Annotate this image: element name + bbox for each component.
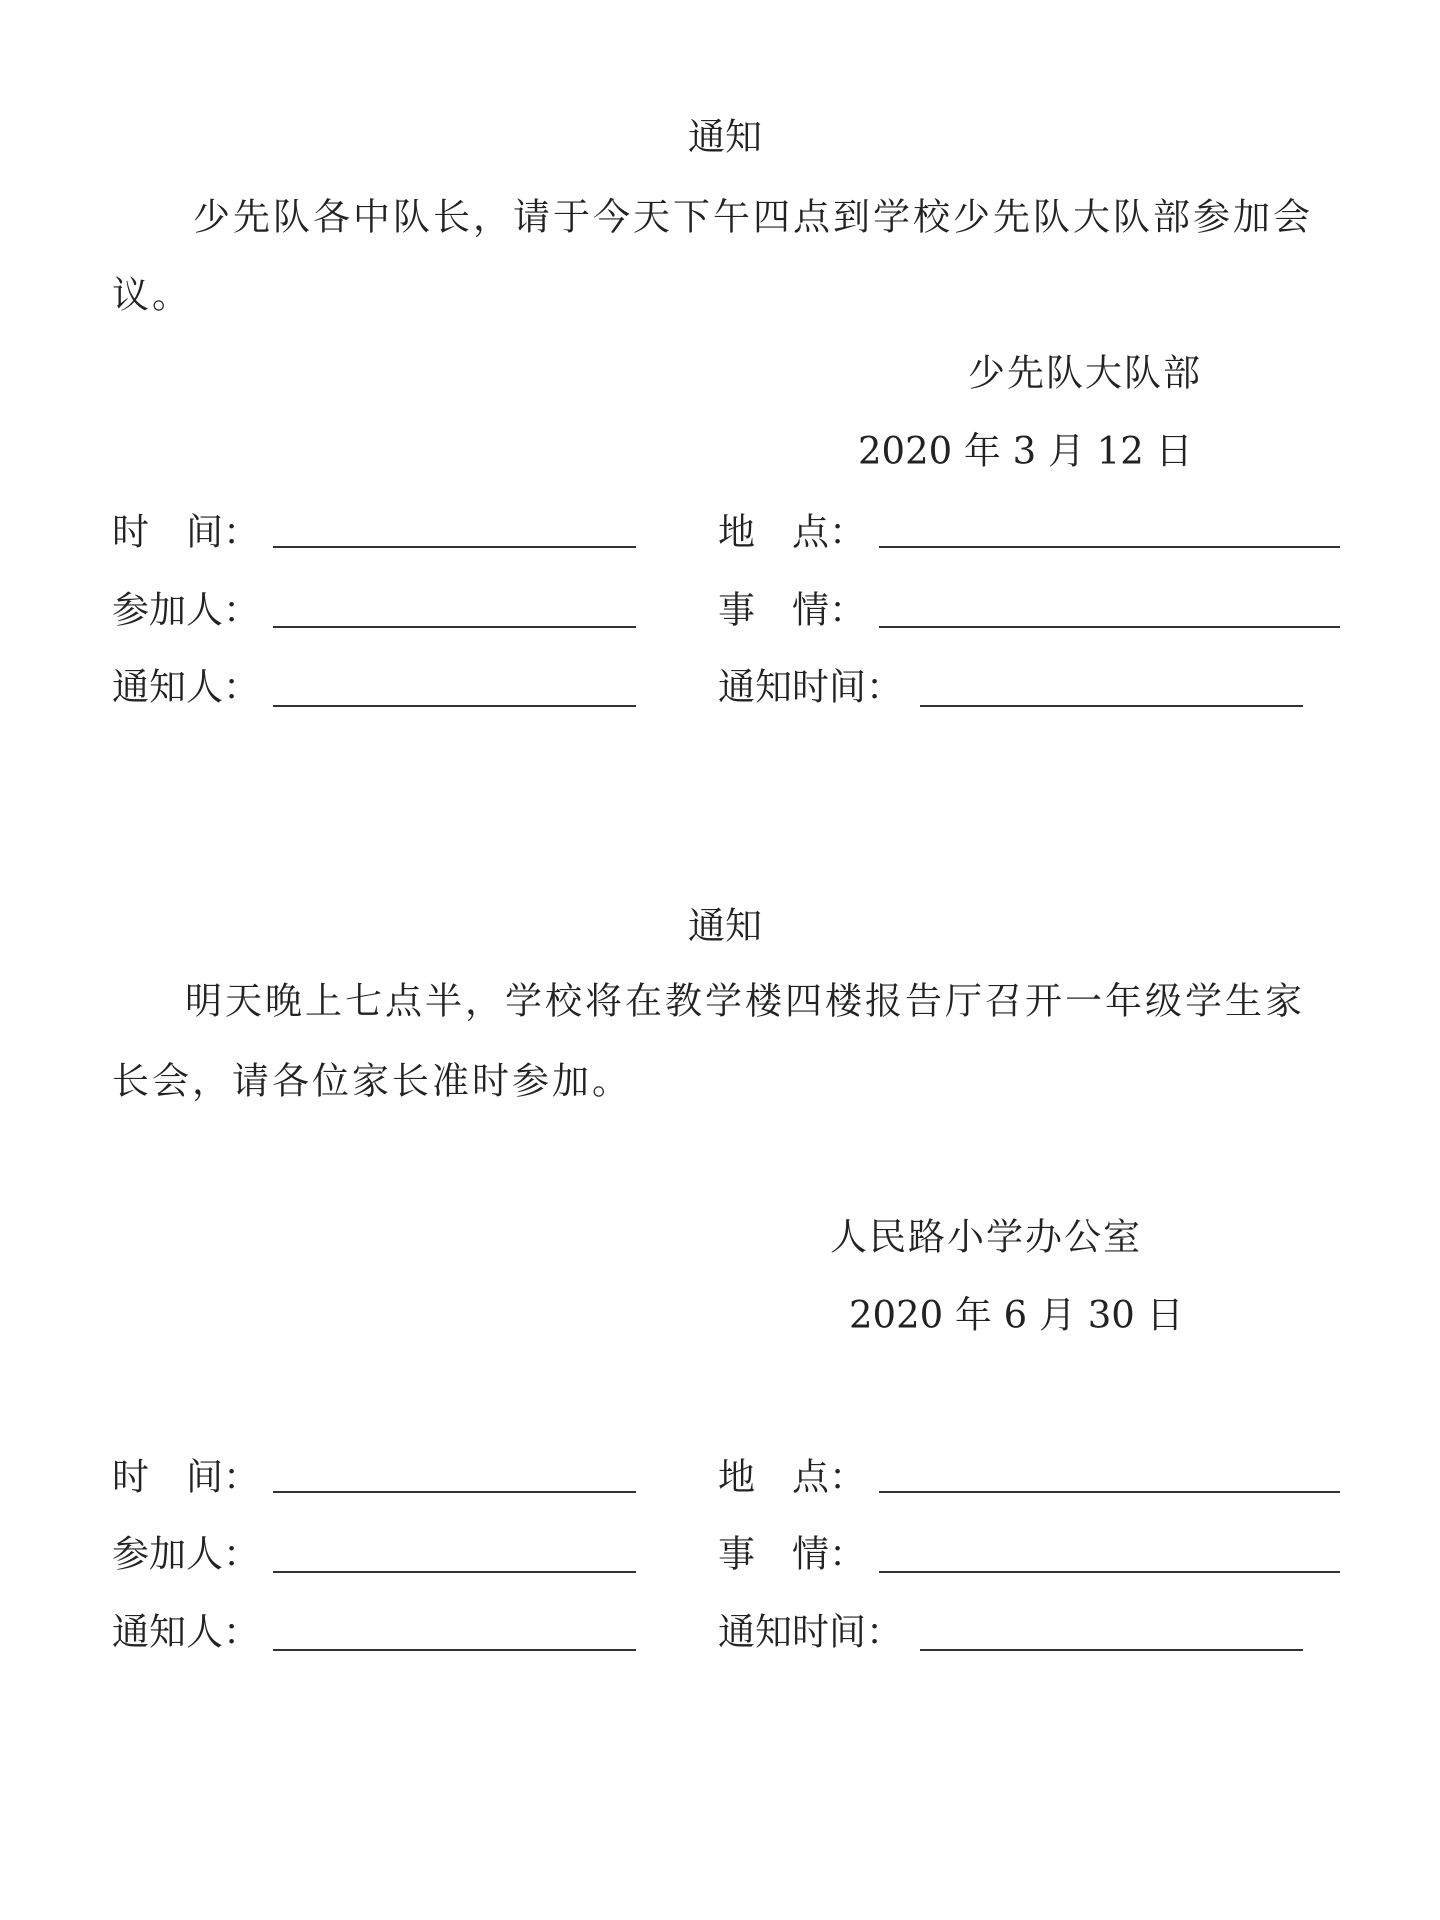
notice-time-label: 通知时间： [718,1610,903,1654]
notifier-field[interactable] [273,705,636,707]
time-label: 时 间： [112,1455,260,1499]
time-field[interactable] [273,546,636,548]
notice-title: 通知 [688,115,762,159]
notice-body-line: 长会，请各位家长准时参加。 [112,1059,632,1103]
notice-signature: 少先队大队部 [968,351,1202,395]
participants-field[interactable] [273,626,636,628]
place-field[interactable] [879,546,1340,548]
notice-date: 2020 年 6 月 30 日 [849,1293,1184,1337]
matter-field[interactable] [879,626,1340,628]
notice-title: 通知 [688,904,762,948]
participants-label: 参加人： [112,1532,260,1576]
place-label: 地 点： [718,1455,866,1499]
notice-date: 2020 年 3 月 12 日 [858,429,1193,473]
notice-time-label: 通知时间： [718,665,903,709]
notice-time-field[interactable] [920,705,1303,707]
participants-label: 参加人： [112,588,260,632]
notifier-field[interactable] [273,1649,636,1651]
notice-body-line: 议。 [112,273,192,317]
notice-time-field[interactable] [920,1649,1303,1651]
notice-body-line: 明天晚上七点半，学校将在教学楼四楼报告厅召开一年级学生家 [185,979,1305,1023]
place-field[interactable] [879,1491,1340,1493]
time-field[interactable] [273,1491,636,1493]
place-label: 地 点： [718,510,866,554]
time-label: 时 间： [112,510,260,554]
matter-label: 事 情： [718,588,866,632]
matter-field[interactable] [879,1571,1340,1573]
notice-body-line: 少先队各中队长，请于今天下午四点到学校少先队大队部参加会 [193,195,1313,239]
notifier-label: 通知人： [112,1610,260,1654]
notice-signature: 人民路小学办公室 [830,1215,1142,1259]
participants-field[interactable] [273,1571,636,1573]
matter-label: 事 情： [718,1532,866,1576]
notifier-label: 通知人： [112,665,260,709]
